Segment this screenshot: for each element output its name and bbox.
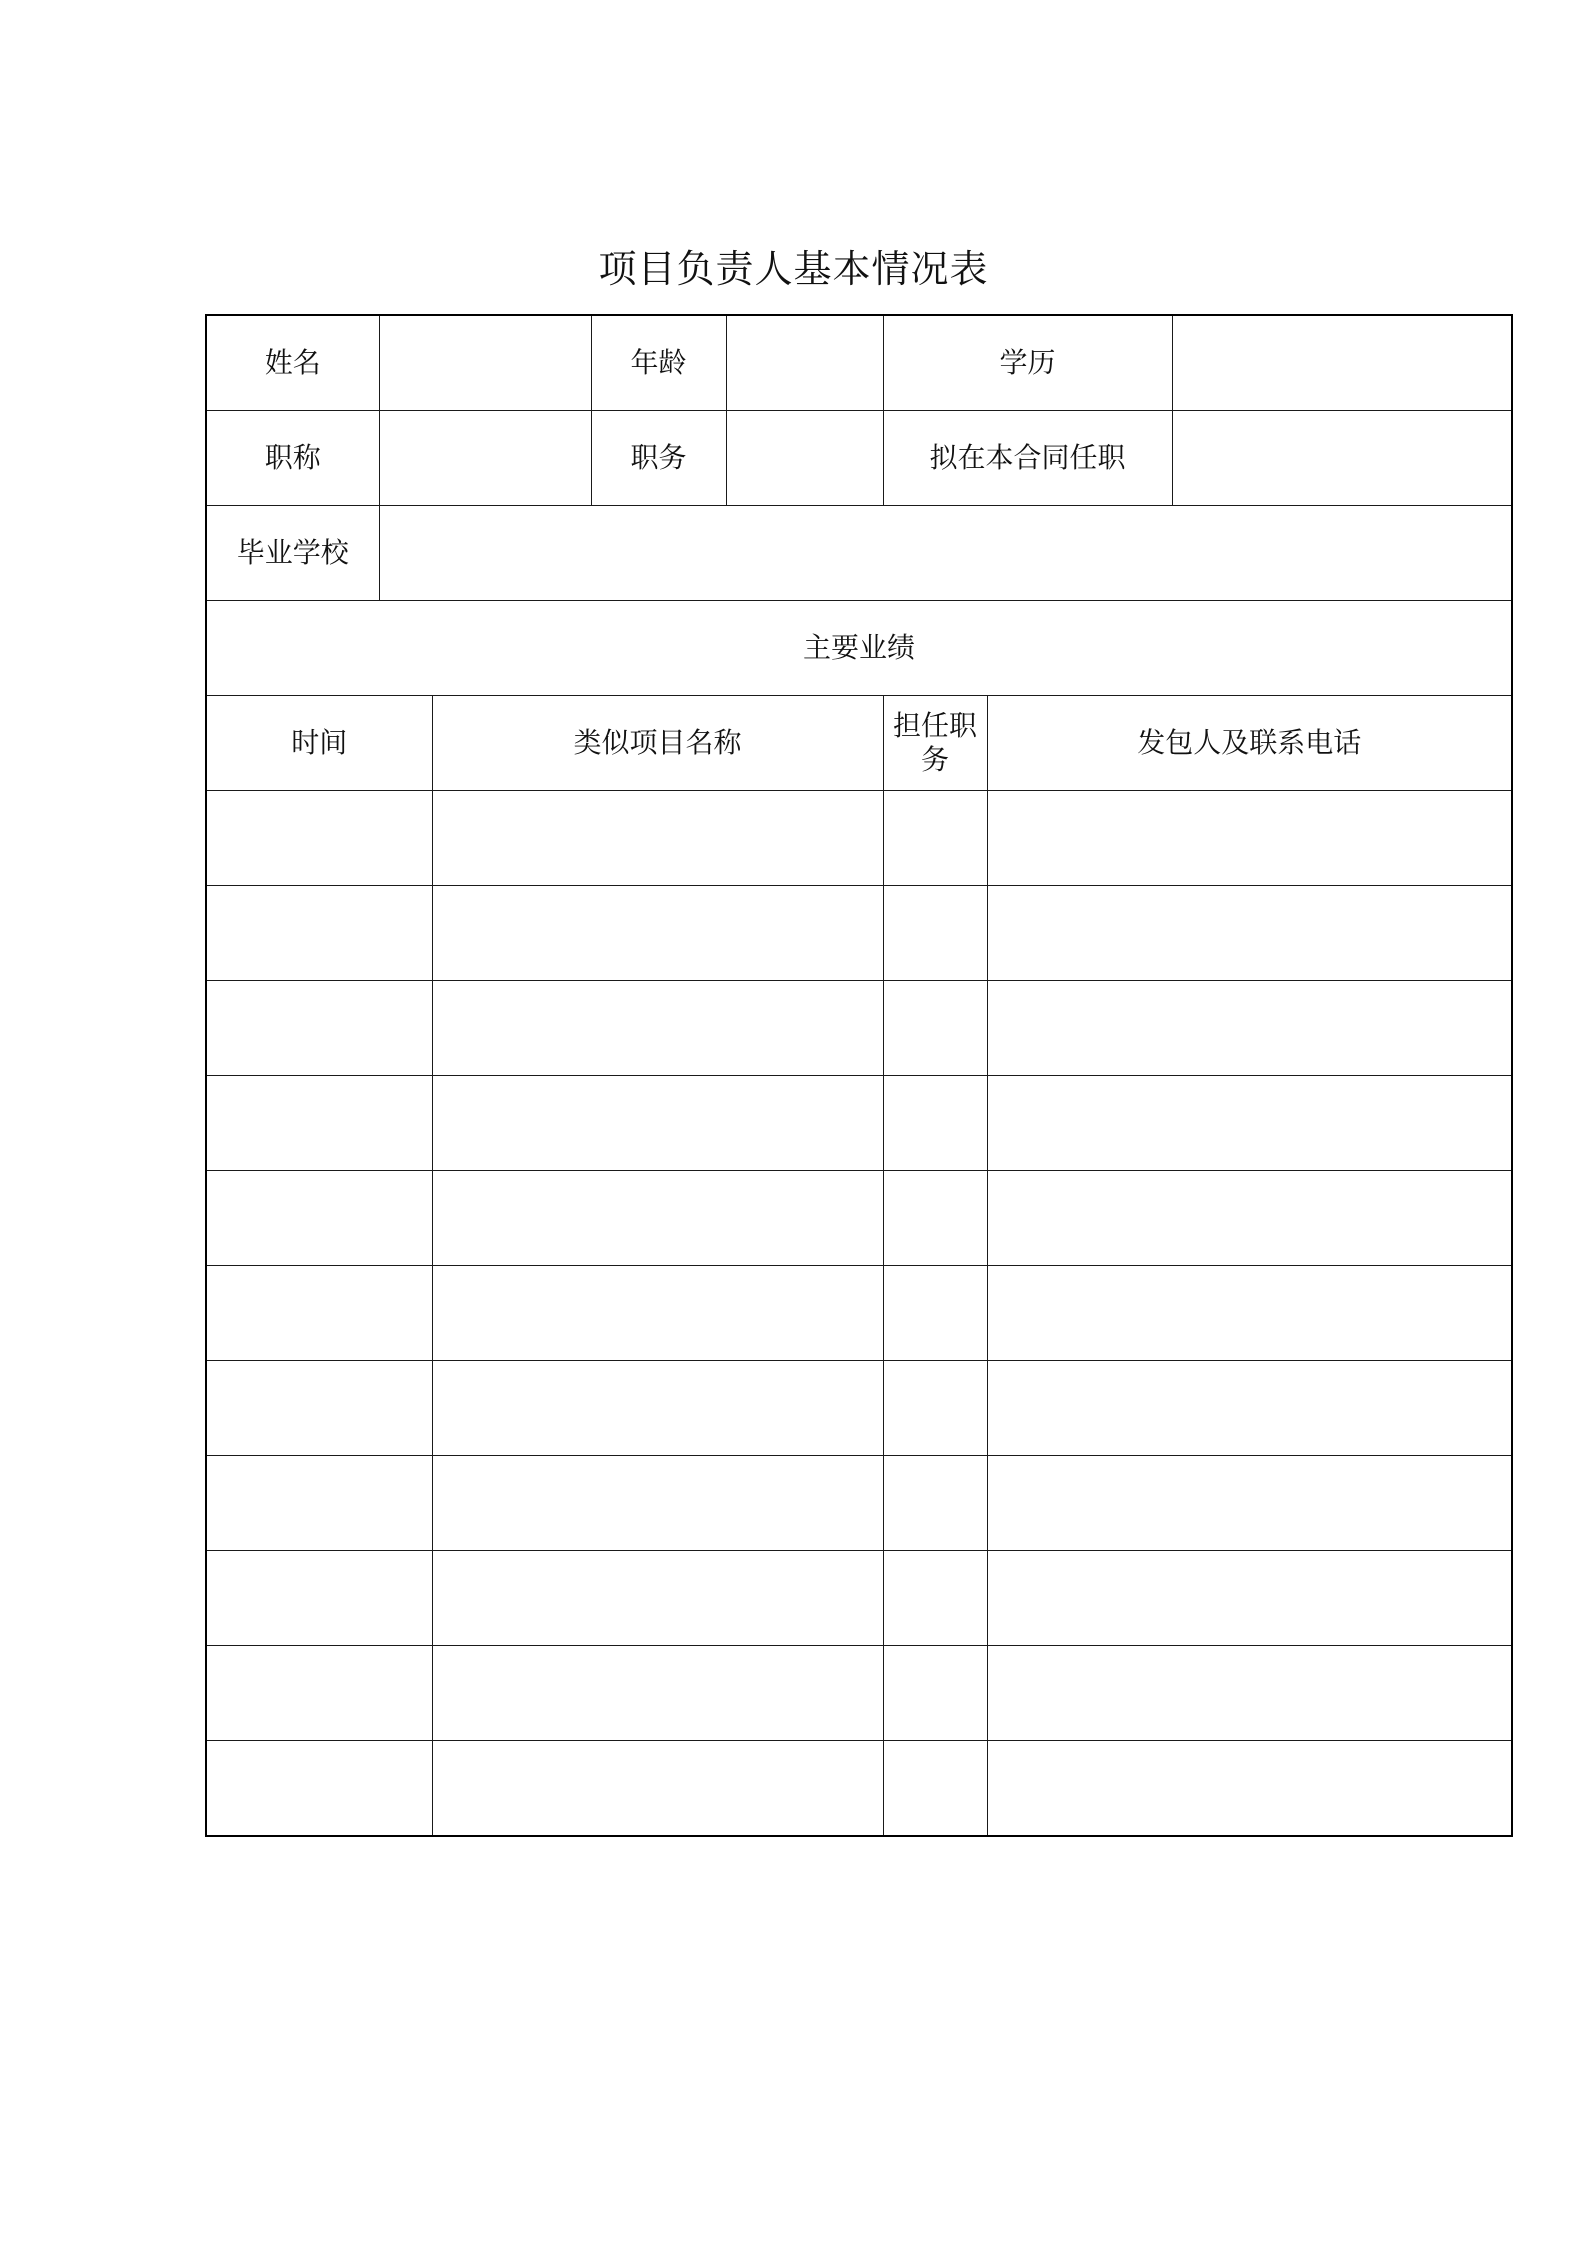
project-name-cell[interactable]	[432, 1646, 883, 1741]
project-name-cell[interactable]	[432, 1361, 883, 1456]
title-field[interactable]	[379, 411, 591, 506]
role-cell[interactable]	[883, 981, 987, 1076]
role-cell[interactable]	[883, 1456, 987, 1551]
table-row	[206, 981, 1512, 1076]
client-contact-cell[interactable]	[987, 1171, 1512, 1266]
section-row	[206, 601, 1512, 696]
form-table	[205, 314, 1513, 1837]
info-row-2	[206, 411, 1512, 506]
project-name-cell[interactable]	[432, 1456, 883, 1551]
position-label: 职务	[591, 411, 726, 506]
role-cell[interactable]	[883, 1646, 987, 1741]
name-label: 姓名	[206, 315, 379, 411]
client-contact-cell[interactable]	[987, 791, 1512, 886]
project-name-cell[interactable]	[432, 1551, 883, 1646]
project-name-cell[interactable]	[432, 1076, 883, 1171]
info-row-1	[206, 315, 1512, 411]
table-row	[206, 791, 1512, 886]
school-field[interactable]	[379, 506, 1512, 601]
proposed-role-field[interactable]	[1172, 411, 1512, 506]
time-cell[interactable]	[206, 886, 432, 981]
time-cell[interactable]	[206, 1551, 432, 1646]
role-cell[interactable]	[883, 886, 987, 981]
title-label: 职称	[206, 411, 379, 506]
time-cell[interactable]	[206, 1076, 432, 1171]
role-cell[interactable]	[883, 1741, 987, 1837]
project-name-cell[interactable]	[432, 981, 883, 1076]
table-row	[206, 1456, 1512, 1551]
time-cell[interactable]	[206, 981, 432, 1076]
project-name-cell[interactable]	[432, 1741, 883, 1837]
time-cell[interactable]	[206, 1266, 432, 1361]
column-header-client-contact: 发包人及联系电话	[987, 696, 1512, 791]
table-row	[206, 1266, 1512, 1361]
role-cell[interactable]	[883, 1266, 987, 1361]
education-label: 学历	[883, 315, 1172, 411]
column-header-project-name: 类似项目名称	[432, 696, 883, 791]
role-cell[interactable]	[883, 1076, 987, 1171]
column-header-role: 担任职务	[883, 696, 987, 791]
table-row	[206, 1361, 1512, 1456]
time-cell[interactable]	[206, 1361, 432, 1456]
table-row	[206, 886, 1512, 981]
age-label: 年龄	[591, 315, 726, 411]
project-name-cell[interactable]	[432, 791, 883, 886]
table-row	[206, 1741, 1512, 1837]
client-contact-cell[interactable]	[987, 981, 1512, 1076]
client-contact-cell[interactable]	[987, 1361, 1512, 1456]
column-header-time: 时间	[206, 696, 432, 791]
role-cell[interactable]	[883, 1551, 987, 1646]
school-label: 毕业学校	[206, 506, 379, 601]
info-row-3	[206, 506, 1512, 601]
achievements-header-row	[206, 696, 1512, 791]
achievements-heading: 主要业绩	[206, 601, 1512, 696]
project-name-cell[interactable]	[432, 886, 883, 981]
role-cell[interactable]	[883, 791, 987, 886]
table-row	[206, 1551, 1512, 1646]
table-row	[206, 1171, 1512, 1266]
education-field[interactable]	[1172, 315, 1512, 411]
client-contact-cell[interactable]	[987, 1646, 1512, 1741]
name-field[interactable]	[379, 315, 591, 411]
time-cell[interactable]	[206, 1741, 432, 1837]
client-contact-cell[interactable]	[987, 1551, 1512, 1646]
time-cell[interactable]	[206, 791, 432, 886]
project-name-cell[interactable]	[432, 1171, 883, 1266]
role-cell[interactable]	[883, 1171, 987, 1266]
time-cell[interactable]	[206, 1171, 432, 1266]
client-contact-cell[interactable]	[987, 1741, 1512, 1837]
client-contact-cell[interactable]	[987, 1456, 1512, 1551]
position-field[interactable]	[726, 411, 883, 506]
role-cell[interactable]	[883, 1361, 987, 1456]
age-field[interactable]	[726, 315, 883, 411]
client-contact-cell[interactable]	[987, 886, 1512, 981]
client-contact-cell[interactable]	[987, 1266, 1512, 1361]
time-cell[interactable]	[206, 1646, 432, 1741]
table-row	[206, 1646, 1512, 1741]
time-cell[interactable]	[206, 1456, 432, 1551]
page-title: 项目负责人基本情况表	[598, 247, 989, 291]
proposed-role-label: 拟在本合同任职	[883, 411, 1172, 506]
client-contact-cell[interactable]	[987, 1076, 1512, 1171]
project-name-cell[interactable]	[432, 1266, 883, 1361]
table-row	[206, 1076, 1512, 1171]
